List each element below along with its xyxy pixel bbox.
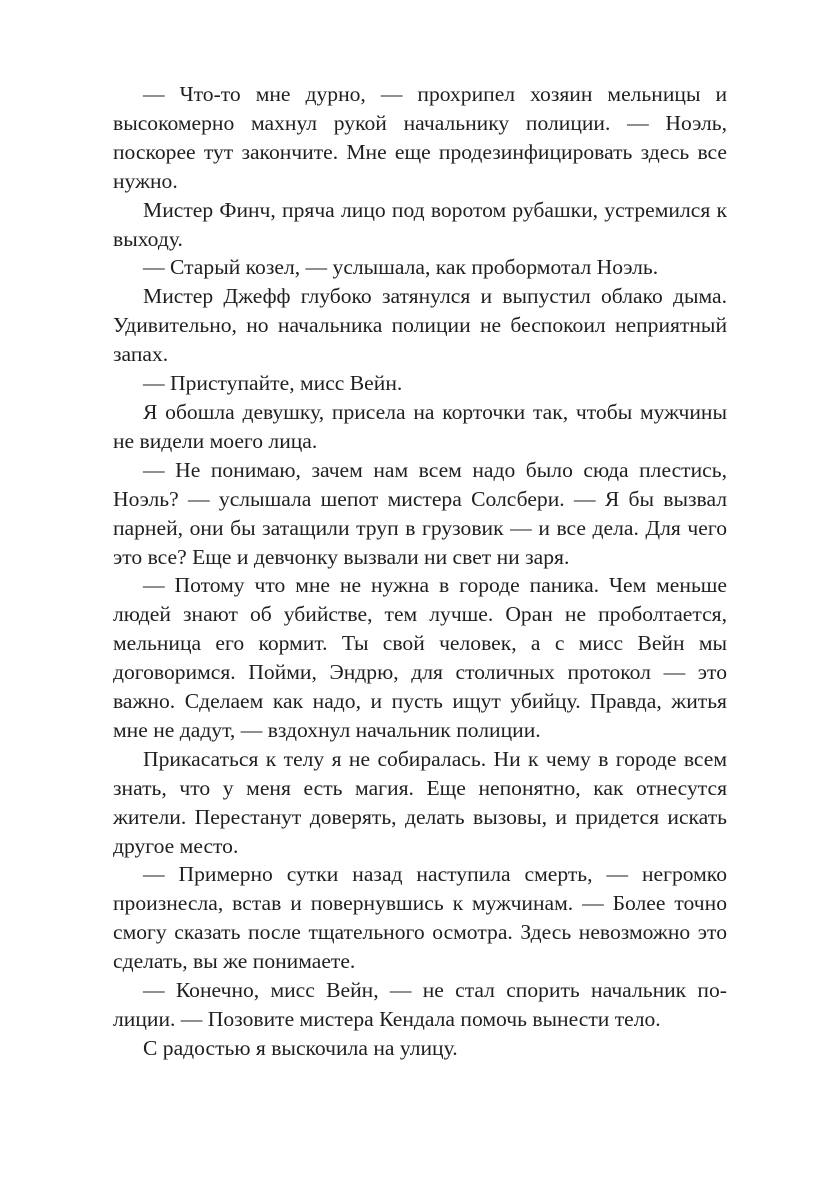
paragraph: — Что-то мне дурно, — прохрипел хозяин мельницы и высокомерно махнул рукой начальнику полиции. — Ноэль, поскорее тут закончите. Мне еще продезинфицировать здесь все нужно. [113, 82, 727, 193]
paragraph: Мистер Финч, пряча лицо под воротом рубашки, устремился к выходу. [113, 197, 727, 251]
paragraph: Прикасаться к телу я не собиралась. Ни к чему в городе всем знать, что у меня есть магия. Еще непонятно, как отнесутся жители. Перестанут доверять, делать вызовы, и придется искать другое место. [113, 746, 727, 858]
paragraph: Мистер Джефф глубоко затянулся и выпустил облако дыма. Удивительно, но начальника полиции не беспокоил неприятный запах. [113, 284, 727, 367]
paragraph: — Конечно, мисс Вейн, — не стал спорить начальник полиции. — Позовите мистера Кендала помочь вынести тело. [113, 978, 727, 1031]
paragraph: С радостью я выскочила на улицу. [143, 1035, 458, 1060]
paragraph: — Потому что мне не нужна в городе паника. Чем меньше людей знают об убийстве, тем лучше. Оран не проболтается, мельница его кормит. Ты свой человек, а с мисс Вейн мы договоримся. Пойми, Эндрю, для столичных протокол — это важно. Сделаем как надо, и пусть ищут убийцу. Правда, житья мне не дадут, — вздохнул начальник полиции. [113, 573, 727, 742]
paragraph: — Примерно сутки назад наступила смерть, — негромко произнесла, встав и повернувшись к мужчинам. — Более точно смогу сказать после тщательного осмотра. Здесь невозможно это сделать, вы же понимаете. [113, 862, 727, 974]
paragraph: — Старый козел, — услышала, как пробормотал Ноэль. [143, 255, 659, 280]
paragraph: Я обошла девушку, присела на корточки так, чтобы мужчины не видели моего лица. [113, 399, 727, 453]
paragraph: — Не понимаю, зачем нам всем надо было сюда плестись, Ноэль? — услышала шепот мистера Солсбери. — Я бы вызвал парней, они бы затащили труп в грузовик — и все дела. Для чего это все? Еще и девчонку вызвали ни свет ни заря. [113, 457, 727, 569]
book-page-text [113, 80, 727, 1063]
paragraph: — Приступайте, мисс Вейн. [143, 371, 403, 396]
